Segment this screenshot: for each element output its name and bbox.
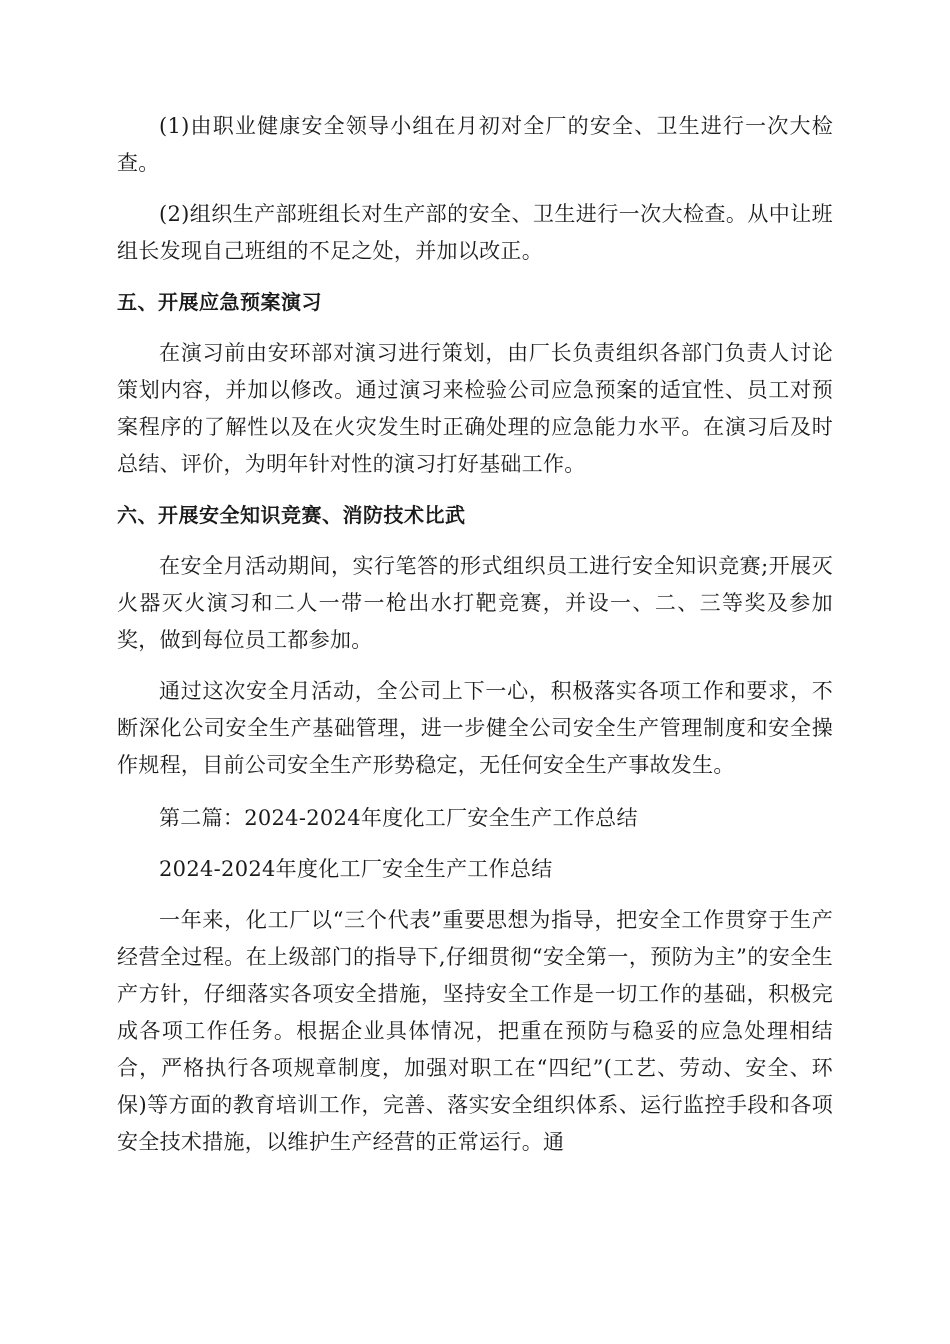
- paragraph-emergency-drill: 在演习前由安环部对演习进行策划，由厂长负责组织各部门负责人讨论策划内容，并加以修改。通过演习来检验公司应急预案的适宜性、员工对预案程序的了解性以及在火灾发生时正确处理的应急能力水平。在演习后及时总结、评价，为明年针对性的演习打好基础工作。: [117, 341, 833, 476]
- section-heading-emergency-drill: 五、开展应急预案演习: [117, 290, 322, 314]
- section-heading-safety-competition: 六、开展安全知识竞赛、消防技术比武: [117, 503, 466, 527]
- paragraph-inspection-1: (1)由职业健康安全领导小组在月初对全厂的安全、卫生进行一次大检查。: [117, 114, 833, 175]
- document-page: [117, 108, 833, 1161]
- paragraph-safety-competition: 在安全月活动期间，实行笔答的形式组织员工进行安全知识竞赛;开展灭火器灭火演习和二人一带一枪出水打靶竞赛，并设一、二、三等奖及参加奖，做到每位员工都参加。: [117, 554, 833, 652]
- paragraph-report-title: 2024-2024年度化工厂安全生产工作总结: [159, 857, 553, 881]
- paragraph-activity-summary: 通过这次安全月活动，全公司上下一心，积极落实各项工作和要求，不断深化公司安全生产基础管理，进一步健全公司安全生产管理制度和安全操作规程，目前公司安全生产形势稳定，无任何安全生产事故发生。: [117, 679, 833, 777]
- paragraph-inspection-2: (2)组织生产部班组长对生产部的安全、卫生进行一次大检查。从中让班组长发现自己班组的不足之处，并加以改正。: [117, 202, 833, 263]
- paragraph-annual-summary: 一年来，化工厂以“三个代表”重要思想为指导，把安全工作贯穿于生产经营全过程。在上级部门的指导下,仔细贯彻“安全第一，预防为主”的安全生产方针，仔细落实各项安全措施，坚持安全工作是一切工作的基础，积极完成各项工作任务。根据企业具体情况，把重在预防与稳妥的应急处理相结合，严格执行各项规章制度，加强对职工在“四纪”(工艺、劳动、安全、环保)等方面的教育培训工作，完善、落实安全组织体系、运行监控手段和各项安全技术措施，以维护生产经营的正常运行。通: [117, 908, 833, 1154]
- paragraph-second-article-title: 第二篇：2024-2024年度化工厂安全生产工作总结: [159, 806, 638, 830]
